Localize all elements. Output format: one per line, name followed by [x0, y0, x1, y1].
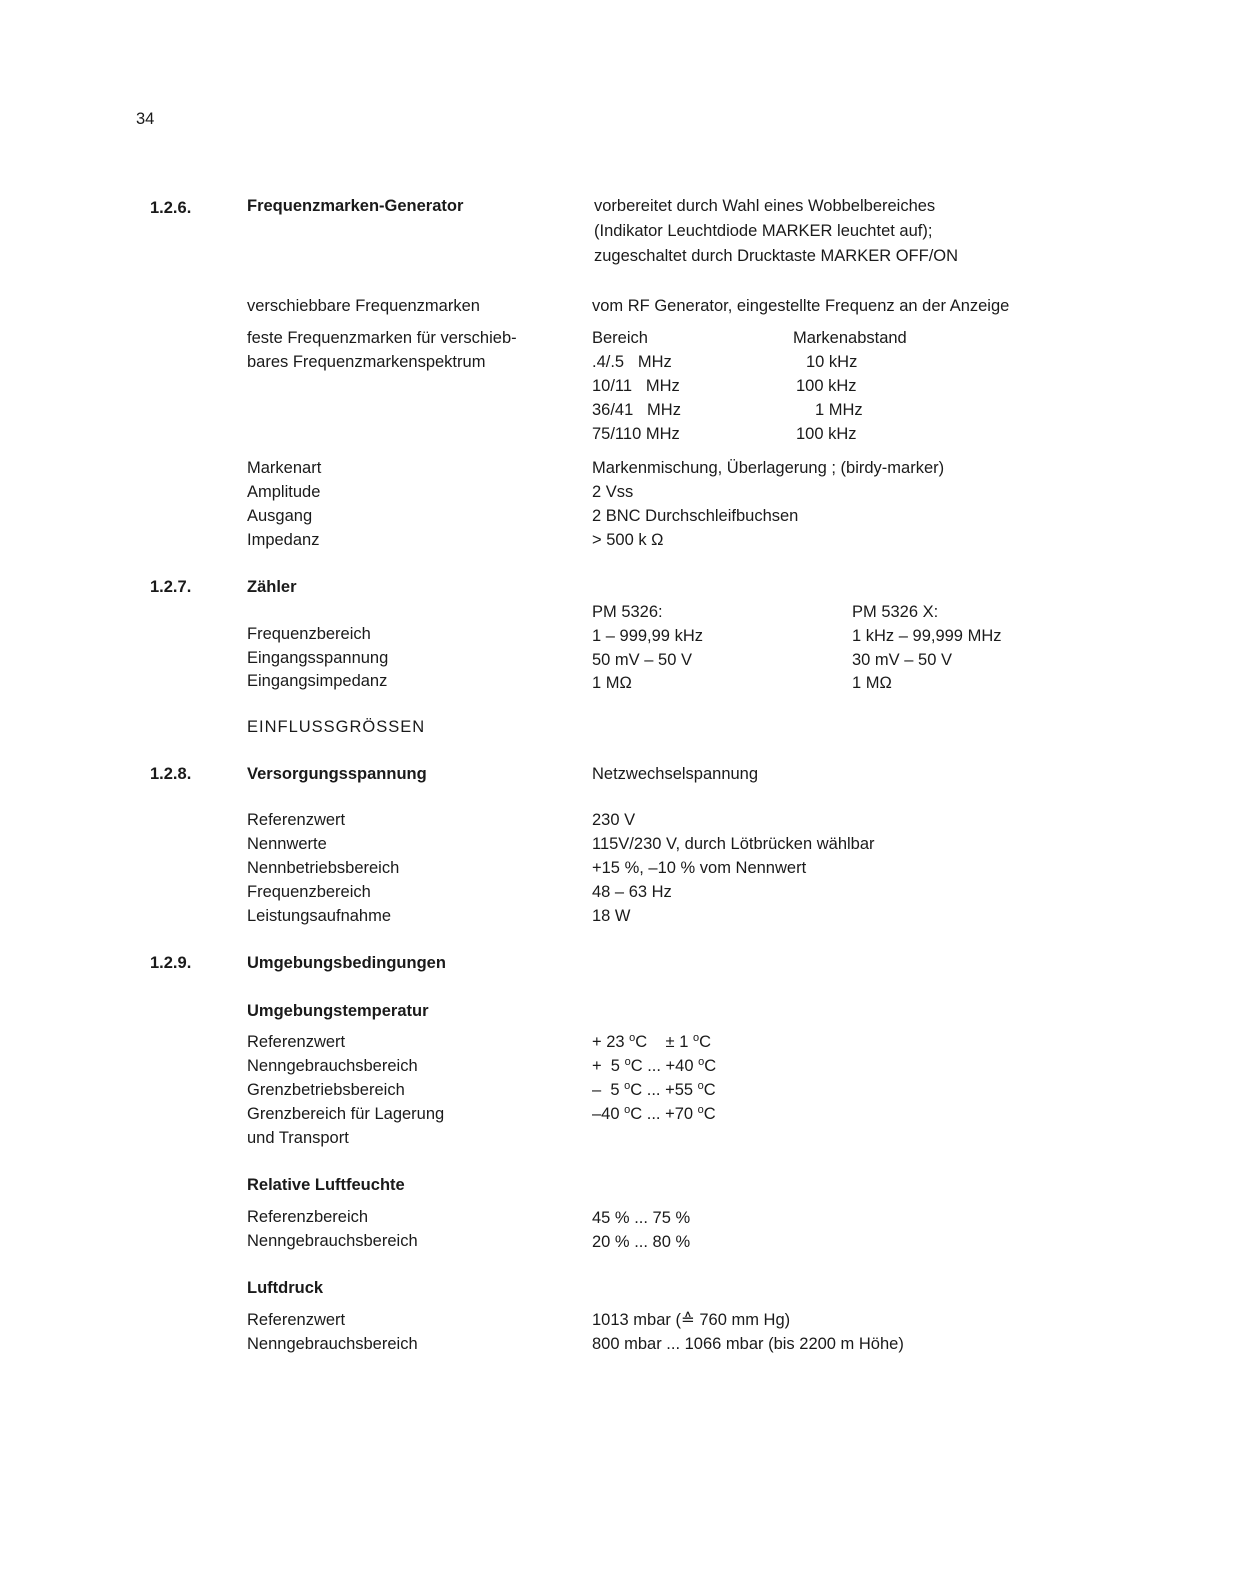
column-header: PM 5326 X: — [852, 603, 939, 621]
spec-value: 1 MΩ — [592, 674, 632, 692]
table-cell-spacing: 100 kHz — [796, 377, 857, 395]
spec-value: 230 V — [592, 811, 636, 829]
temperature-value: – 5 $^o$C ... +55 $^o$C — [592, 1080, 716, 1099]
table-cell-range: 75/110 MHz — [592, 425, 680, 443]
spec-label: Eingangsspannung — [247, 649, 389, 667]
spec-value: 2 BNC Durchschleifbuchsen — [592, 507, 799, 525]
spec-label: bares Frequenzmarkenspektrum — [247, 353, 486, 371]
spec-label: Impedanz — [247, 531, 320, 549]
section-title: Umgebungsbedingungen — [247, 954, 446, 972]
spec-label: Eingangsimpedanz — [247, 672, 388, 690]
spec-value: 1 MΩ — [852, 674, 892, 692]
spec-value: 1 kHz – 99,999 MHz — [852, 627, 1002, 645]
spec-value: 800 mbar ... 1066 mbar (bis 2200 m Höhe) — [592, 1335, 904, 1353]
section-number: 1.2.9. — [150, 954, 192, 972]
spec-label: Ausgang — [247, 507, 313, 525]
section-desc-line: (Indikator Leuchtdiode MARKER leuchtet auf); — [594, 222, 933, 240]
table-cell-range: .4/.5 MHz — [592, 353, 672, 371]
spec-label: Grenzbereich für Lagerung — [247, 1105, 445, 1123]
spec-label: Nenngebrauchsbereich — [247, 1232, 418, 1250]
table-cell-spacing: 100 kHz — [796, 425, 857, 443]
spec-label: Leistungsaufnahme — [247, 907, 392, 925]
table-cell-range: 36/41 MHz — [592, 401, 681, 419]
spec-value: vom RF Generator, eingestellte Frequenz an der Anzeige — [592, 297, 1010, 315]
spec-value: 20 % ... 80 % — [592, 1233, 691, 1251]
table-header: Bereich — [592, 329, 648, 347]
section-value: Netzwechselspannung — [592, 765, 759, 783]
spec-value: 18 W — [592, 907, 631, 925]
spec-value: 30 mV – 50 V — [852, 651, 952, 669]
spec-label: Amplitude — [247, 483, 321, 501]
table-header: Markenabstand — [793, 329, 907, 347]
spec-value: +15 %, –10 % vom Nennwert — [592, 859, 807, 877]
spec-value: 1013 mbar (≙ 760 mm Hg) — [592, 1311, 791, 1329]
spec-label: Markenart — [247, 459, 322, 477]
spec-label: Nennwerte — [247, 835, 327, 853]
spec-label: Grenzbetriebsbereich — [247, 1081, 405, 1099]
temperature-value: + 23 $^o$C ± 1 $^o$C — [592, 1032, 711, 1051]
temperature-value: + 5 $^o$C ... +40 $^o$C — [592, 1056, 717, 1075]
section-desc-line: zugeschaltet durch Drucktaste MARKER OFF/ON — [594, 247, 959, 265]
spec-label: verschiebbare Frequenzmarken — [247, 297, 480, 315]
table-cell-spacing: 1 MHz — [815, 401, 863, 419]
subsection-title: Relative Luftfeuchte — [247, 1176, 405, 1194]
section-title: Frequenzmarken-Generator — [247, 197, 464, 215]
subsection-title: Umgebungstemperatur — [247, 1002, 429, 1020]
spec-label: Nennbetriebsbereich — [247, 859, 400, 877]
spec-label: feste Frequenzmarken für verschieb- — [247, 329, 517, 347]
spec-label: Frequenzbereich — [247, 883, 371, 901]
spec-value: 45 % ... 75 % — [592, 1209, 691, 1227]
table-cell-range: 10/11 MHz — [592, 377, 680, 395]
section-desc-line: vorbereitet durch Wahl eines Wobbelbereiches — [594, 197, 936, 215]
table-cell-spacing: 10 kHz — [806, 353, 858, 371]
section-number: 1.2.6. — [150, 199, 192, 217]
section-number: 1.2.8. — [150, 765, 192, 783]
spec-label: Nenngebrauchsbereich — [247, 1057, 418, 1075]
spec-value: > 500 k Ω — [592, 531, 664, 549]
spec-value: 2 Vss — [592, 483, 634, 501]
spec-label: Nenngebrauchsbereich — [247, 1335, 418, 1353]
spec-label: Referenzwert — [247, 1033, 346, 1051]
spec-label: Referenzbereich — [247, 1208, 369, 1226]
spec-label: Frequenzbereich — [247, 625, 371, 643]
section-number: 1.2.7. — [150, 578, 192, 596]
column-header: PM 5326: — [592, 603, 663, 621]
spec-value: 1 – 999,99 kHz — [592, 627, 703, 645]
spec-value: 115V/230 V, durch Lötbrücken wählbar — [592, 835, 875, 853]
spec-value: 50 mV – 50 V — [592, 651, 692, 669]
subsection-title: Luftdruck — [247, 1279, 324, 1297]
spec-label: und Transport — [247, 1129, 349, 1147]
spec-label: Referenzwert — [247, 811, 346, 829]
spec-value: 48 – 63 Hz — [592, 883, 672, 901]
section-title: Zähler — [247, 578, 297, 596]
spec-label: Referenzwert — [247, 1311, 346, 1329]
section-title: Versorgungsspannung — [247, 765, 427, 783]
group-heading: EINFLUSSGRÖSSEN — [247, 718, 426, 736]
spec-value: Markenmischung, Überlagerung ; (birdy-marker) — [592, 459, 945, 477]
page-number: 34 — [136, 110, 155, 128]
temperature-value: –40 $^o$C ... +70 $^o$C — [592, 1104, 716, 1123]
